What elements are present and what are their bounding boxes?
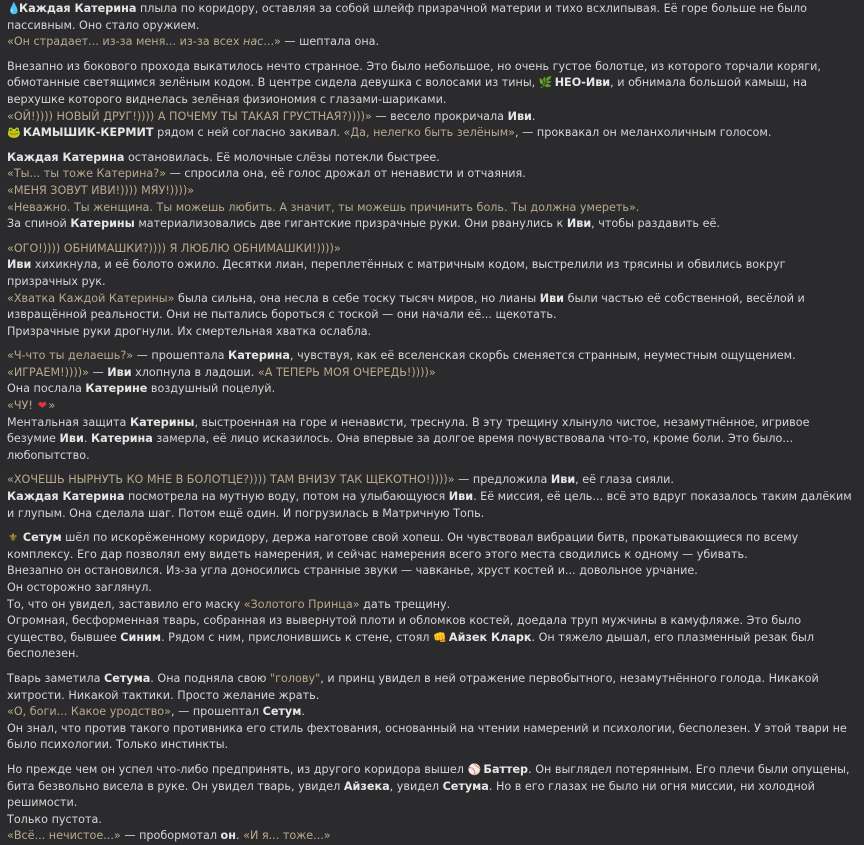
text-span: — весело прокричала xyxy=(371,109,508,123)
character-name: Иви xyxy=(507,109,532,123)
character-name: Синим xyxy=(120,630,162,644)
character-name: Иви xyxy=(539,291,565,305)
message-line xyxy=(7,812,856,829)
text-span: плыла по коридору, оставляя за собой шлейф призрачной материи и тихо всхлипывая. Её горе больше не было пассивным. Оно стало оружием. xyxy=(7,2,807,32)
text-span: , её глаза сияли. xyxy=(575,473,674,487)
quote-text: «ХОЧЕШЬ НЫРНУТЬ КО МНЕ В БОЛОТЦЕ?)))) ТАМ ВНИЗУ ТАК ЩЕКОТНО!))))» xyxy=(7,473,455,487)
text-span: . Её миссия, её цель... всё это вдруг показалось таким далёким и глупым. Она сделала шаг. Потом ещё один. И погрузилась в Матричную Топь. xyxy=(7,490,852,520)
character-name: Каждая Катерина xyxy=(7,150,125,164)
text-span: дать трещину. xyxy=(359,597,451,611)
text-span: — предложила xyxy=(454,473,551,487)
quote-text: «Ты... ты тоже Катерина?» xyxy=(7,167,167,181)
character-name: Баттер xyxy=(479,762,529,776)
message-line xyxy=(7,721,856,754)
text-span: То, что он увидел, заставило его маску xyxy=(7,597,244,611)
character-name: Иви xyxy=(107,365,132,379)
quote-text: «Он страдает... из-за меня... из-за всех xyxy=(7,35,243,49)
quote-text: «МЕНЯ ЗОВУТ ИВИ!)))) МЯУ!))))» xyxy=(7,183,195,197)
message-line xyxy=(7,125,856,142)
message-paragraph xyxy=(7,472,856,522)
text-span: хлопнула в ладоши. xyxy=(131,365,258,379)
message-line xyxy=(7,34,856,51)
herb-icon: 🌿 xyxy=(538,76,553,90)
message-line xyxy=(7,597,856,614)
character-name: НЕО-Иви xyxy=(550,76,611,90)
message-line xyxy=(7,291,856,324)
character-name: Сетума xyxy=(104,671,151,685)
text-span: Огромная, бесформенная тварь, собранная из вывернутой плоти и обломков костей, доедала труп мужчины в камуфляже. Это было существо, бывшее xyxy=(7,614,802,644)
text-span: Тварь заметила xyxy=(7,671,105,685)
quote-text: «Неважно. Ты женщина. Ты можешь любить. А значит, ты можешь причинить боль. Ты должна умереть». xyxy=(7,200,640,214)
text-span: Только пустота. xyxy=(7,812,102,826)
text-span: . Рядом с ним, прислонившись к стене, стоял xyxy=(161,630,434,644)
text-span: — прошептала xyxy=(133,349,229,363)
character-name: он xyxy=(220,829,236,843)
character-name: Иви xyxy=(566,217,592,231)
text-span: . xyxy=(235,829,244,843)
baseball-icon: ⚾ xyxy=(467,762,482,776)
fist-icon: 👊 xyxy=(433,630,447,644)
droplet-icon: 💧 xyxy=(7,2,21,15)
message-paragraph xyxy=(7,762,856,845)
message-line xyxy=(7,348,856,365)
text-span: была сильна, она несла в себе тоску тысяч миров, но лианы xyxy=(174,291,540,305)
message-line xyxy=(7,216,856,233)
text-span: . Но в его глазах не было ни огня миссии, ни холодной решимости. xyxy=(7,779,815,810)
quote-text: » xyxy=(48,399,56,413)
text-span: . Она подняла свою xyxy=(150,671,271,685)
text-span: За спиной xyxy=(7,217,71,231)
text-span: Ментальная защита xyxy=(7,415,130,429)
text-span: . xyxy=(301,705,305,719)
quote-text: нас xyxy=(243,35,264,49)
message-line xyxy=(7,150,856,167)
text-span: — xyxy=(88,365,108,379)
heart-icon: ❤ xyxy=(37,399,47,413)
message-paragraph xyxy=(7,530,856,663)
text-span: остановилась. Её молочные слёзы потекли быстрее. xyxy=(124,150,440,164)
text-span: рядом с ней согласно закивал. xyxy=(153,126,344,140)
text-span: Он осторожно заглянул. xyxy=(7,581,152,594)
character-name: Иви xyxy=(550,473,576,487)
quote-text: «ОГО!)))) ОБНИМАШКИ?)))) Я ЛЮБЛЮ ОБНИМАШКИ!))))» xyxy=(7,241,341,255)
message-line xyxy=(7,166,856,183)
text-span: — спросила она, её голос дрожал от ненависти и отчаяния. xyxy=(166,167,526,181)
message-paragraph xyxy=(7,59,856,142)
character-name: Сетума xyxy=(442,779,489,793)
text-span: . xyxy=(531,109,536,123)
text-span: хихикнула, и её болото ожило. Десятки лиан, переплетённых с матричным кодом, выстрелили из трясины и обвились вокруг призрачных рук. xyxy=(7,258,786,288)
quote-text: «И я... тоже...» xyxy=(243,829,331,843)
text-span: Внезапно он остановился. Из-за угла доносились странные звуки — чавканье, хруст костей и... довольное урчание. xyxy=(7,564,698,578)
text-span: материализовались две гигантские призрачные руки. Они рванулись к xyxy=(134,217,567,231)
text-span: Но прежде чем он успел что-либо предпринять, из другого коридора вышел xyxy=(7,762,468,776)
character-name: Катерине xyxy=(85,382,148,396)
quote-text: "голову" xyxy=(270,671,321,685)
character-name: Иви xyxy=(59,432,84,446)
character-name: КАМЫШИК-КЕРМИТ xyxy=(19,126,154,140)
message-line xyxy=(7,257,856,290)
text-span: . Он выглядел потерянным. Его плечи были опущены, бита безвольно висела в руке. Он увидел тварь, увидел xyxy=(7,762,850,793)
text-span: Призрачные руки дрогнули. Их смертельная хватка ослабла. xyxy=(7,324,372,338)
message-line xyxy=(7,200,856,217)
character-name: Катерины xyxy=(129,415,195,429)
frog-icon: 🐸 xyxy=(7,126,21,140)
text-span: — шептала она. xyxy=(280,35,380,49)
quote-text: ...» xyxy=(263,35,281,49)
message-line xyxy=(7,59,856,109)
text-span: были частью её собственной, весёлой и извращённой реальности. Они не пытались бороться с тоской — они начали её... щекотать. xyxy=(7,291,805,322)
quote-text: «Ч-что ты делаешь?» xyxy=(7,349,134,363)
message-line xyxy=(7,365,856,382)
quote-text: «Золотого Принца» xyxy=(243,597,360,611)
text-span: воздушный поцелуй. xyxy=(147,382,276,396)
quote-text: «ЧУ! xyxy=(7,399,37,413)
character-name: Иви xyxy=(7,258,32,272)
message-line xyxy=(7,183,856,200)
message-paragraph xyxy=(7,1,856,51)
character-name: Каждая Катерина xyxy=(7,490,125,504)
text-span: . xyxy=(83,432,91,446)
message-line xyxy=(7,530,856,563)
text-span: , и принц увидел в ней отражение первобытного, незамутнённого голода. Никакой хитрости. Никакой тактики. Просто желание жрать. xyxy=(7,671,819,702)
character-name: Катерина xyxy=(90,432,153,446)
message-line xyxy=(7,415,856,465)
message-line xyxy=(7,828,856,845)
character-name: Айзек Кларк xyxy=(445,630,532,644)
text-span: , и обнимала большой камыш, на верхушке которого виднелась зелёная физиономия с глазами-шариками. xyxy=(7,76,808,106)
quote-text: «А ТЕПЕРЬ МОЯ ОЧЕРЕДЬ!))))» xyxy=(257,365,436,379)
text-span: Он знал, что против такого противника его стиль фехтования, основанный на чтении намерений и психологии, бесполезен. У этой твари не было психологии. Только инстинкты. xyxy=(7,721,847,752)
message-line xyxy=(7,472,856,489)
quote-text: «Да, нелегко быть зелёным» xyxy=(343,126,516,140)
text-span: шёл по искорёженному коридору, держа наготове свой хопеш. Он чувствовал вибрации битв, прокатывающиеся по всему комплексу. Его дар позволял ему видеть намерения, и сейчас намерения всего этого места сводились к одному — убивать. xyxy=(7,531,799,561)
message-line xyxy=(7,613,856,663)
message-paragraph xyxy=(7,241,856,341)
text-span: , чтобы раздавить её. xyxy=(591,217,720,231)
fleur-de-lis-icon: ⚜ xyxy=(8,531,18,545)
message-line xyxy=(7,381,856,398)
quote-text: «ИГРАЕМ!))))» xyxy=(7,365,89,379)
message-line xyxy=(7,324,856,341)
text-span: , — прошептал xyxy=(170,705,263,719)
message-paragraph xyxy=(7,671,856,754)
message-line xyxy=(7,398,856,415)
text-span: , увидел xyxy=(389,779,443,793)
character-name: Катерины xyxy=(70,217,135,231)
message-line xyxy=(7,563,856,580)
message-line xyxy=(7,580,856,597)
quote-text: «ОЙ!)))) НОВЫЙ ДРУГ!)))) А ПОЧЕМУ ТЫ ТАКАЯ ГРУСТНАЯ?))))» xyxy=(7,109,372,123)
text-span: , чувствуя, как её вселенская скорбь сменяется странным, неуместным ощущением. xyxy=(289,349,796,363)
character-name: Сетум xyxy=(262,705,302,719)
quote-text: «О, боги... Какое уродство» xyxy=(7,705,171,719)
text-span: Внезапно из бокового прохода выкатилось нечто странное. Это было небольшое, но очень густое болотце, из которого торчали коряги, обмотанные светящимся зелёным кодом. В центре сидела девушка с волосами из тины, xyxy=(7,59,821,90)
message-line xyxy=(7,704,856,721)
character-name: Катерина xyxy=(228,349,290,363)
message-line xyxy=(7,489,856,522)
character-name: Каждая Катерина xyxy=(19,2,137,15)
message-line xyxy=(7,671,856,704)
character-name: Айзека xyxy=(343,779,390,793)
text-span: , выстроенная на горе и ненависти, треснула. В эту трещину хлынуло чистое, незамутнённое, игривое безумие xyxy=(7,415,810,446)
message-paragraph xyxy=(7,348,856,464)
message-line xyxy=(7,762,856,812)
message-line xyxy=(7,1,856,34)
text-span: . Он тяжело дышал, его плазменный резак был бесполезен. xyxy=(7,630,814,661)
text-span: Она послала xyxy=(7,382,86,396)
character-name: Иви xyxy=(448,490,474,504)
text-span: замерла, её лицо исказилось. Она впервые за долгое время почувствовала что-то, кроме боли. Это было... любопытство. xyxy=(7,432,794,462)
quote-text: «Хватка Каждой Катерины» xyxy=(7,291,175,305)
quote-text: «Всё... нечистое...» xyxy=(7,829,121,843)
text-span: — пробормотал xyxy=(120,829,221,843)
text-span: посмотрела на мутную воду, потом на улыбающуюся xyxy=(124,490,449,504)
text-span: , — проквакал он меланхоличным голосом. xyxy=(515,126,772,140)
message-line xyxy=(7,109,856,126)
character-name: Сетум xyxy=(19,531,62,545)
message-paragraph xyxy=(7,150,856,233)
message-line xyxy=(7,241,856,258)
